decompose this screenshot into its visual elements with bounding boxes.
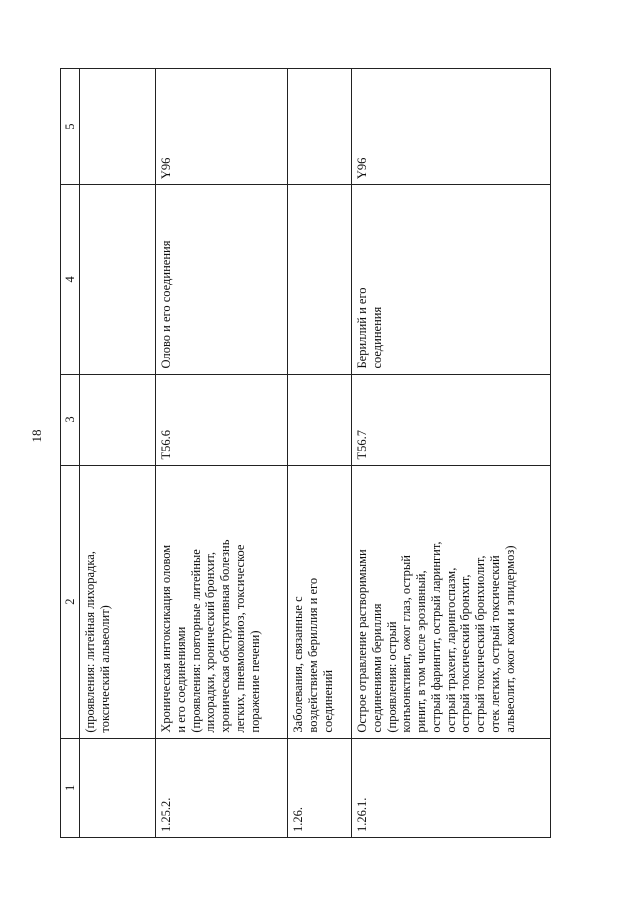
disease-line: отек легких, острый токсический xyxy=(487,555,502,733)
disease-line: (проявления: повторные литейные xyxy=(188,549,203,733)
factor-line: Олово и его соединения xyxy=(159,240,173,369)
disease-line: (проявления: острый xyxy=(384,621,399,733)
column-header: 1 xyxy=(61,738,80,837)
disease-line: соединениями бериллия xyxy=(369,603,384,733)
table-row xyxy=(288,69,352,838)
factor-cell xyxy=(352,185,551,374)
code-cell: 1.26.1. xyxy=(352,738,551,837)
column-header: 2 xyxy=(61,465,80,738)
disease-line: конъюнктивит, ожог глаз, острый xyxy=(399,555,414,733)
disease-cell xyxy=(156,465,288,738)
table-row xyxy=(156,69,288,838)
icd-cell: T56.7 xyxy=(352,374,551,465)
icd-cell xyxy=(80,374,156,465)
code-cell: 1.26. xyxy=(288,738,352,837)
occupational-diseases-table xyxy=(60,68,551,838)
factor-cell xyxy=(156,185,288,374)
disease-line: соединений xyxy=(320,669,335,733)
disease-line: острый токсический бронхиолит, xyxy=(473,555,487,733)
note-cell: Y96 xyxy=(352,69,551,185)
disease-cell xyxy=(288,465,352,738)
factor-line: соединения xyxy=(369,306,384,369)
disease-line: Острое отравление растворимыми xyxy=(355,549,369,733)
disease-line: и его соединениями xyxy=(173,626,188,733)
code-cell: 1.25.2. xyxy=(156,738,288,837)
code-cell xyxy=(80,738,156,837)
disease-line: острый фарингит, острый ларингит, xyxy=(428,541,443,733)
note-cell xyxy=(288,69,352,185)
table-row xyxy=(80,69,156,838)
disease-line: легких, пневмокониоз, токсическое xyxy=(232,544,247,733)
factor-cell xyxy=(80,185,156,374)
icd-cell: T56.6 xyxy=(156,374,288,465)
disease-line: ринит, в том числе эрозивный, xyxy=(414,570,428,733)
icd-cell xyxy=(288,374,352,465)
column-header: 4 xyxy=(61,185,80,374)
disease-line: острый токсический бронхит, xyxy=(458,574,473,733)
column-header: 5 xyxy=(61,69,80,185)
factor-cell xyxy=(288,185,352,374)
disease-line: альвеолит, ожог кожи и эпидермоз) xyxy=(502,545,517,733)
disease-line: Заболевания, связанные с xyxy=(291,596,305,733)
rotated-document xyxy=(60,68,549,838)
table-header-row xyxy=(61,69,80,838)
note-cell xyxy=(80,69,156,185)
disease-line: хроническая обструктивная болезнь xyxy=(218,539,232,733)
disease-line: острый трахеит, ларингоспазм, xyxy=(443,567,458,733)
disease-line: поражение печени) xyxy=(247,630,262,733)
table-row xyxy=(352,69,551,838)
disease-cell xyxy=(80,465,156,738)
disease-line: лихорадки, хронический бронхит, xyxy=(203,551,218,733)
disease-line: (проявления: литейная лихорадка, xyxy=(83,551,97,733)
disease-line: Хроническая интоксикация оловом xyxy=(159,544,173,733)
factor-line: Бериллий и его xyxy=(355,287,369,369)
column-header: 3 xyxy=(61,374,80,465)
disease-line: токсический альвеолит) xyxy=(97,605,112,733)
note-cell: Y96 xyxy=(156,69,288,185)
page-number: 18 xyxy=(29,429,44,443)
disease-line: воздействием бериллия и его xyxy=(305,577,320,733)
disease-cell xyxy=(352,465,551,738)
